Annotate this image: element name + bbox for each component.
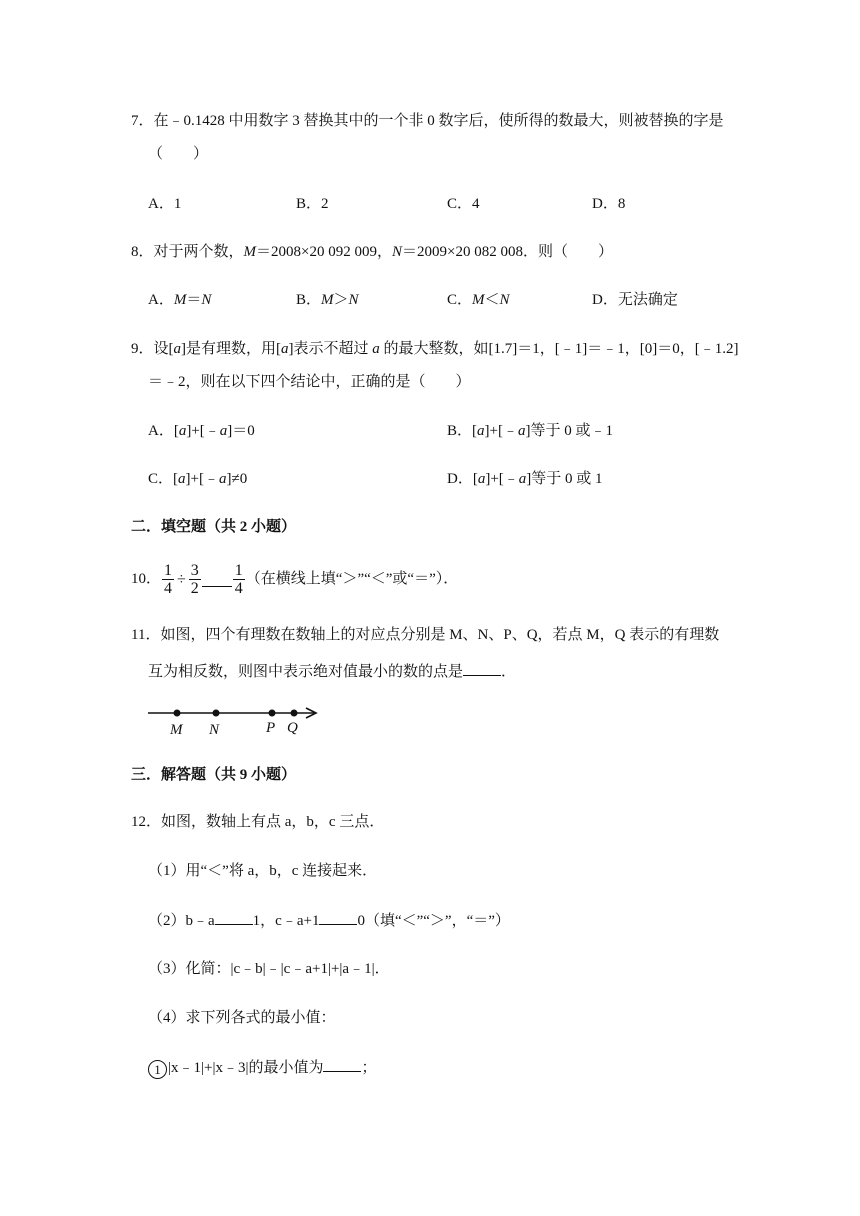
q7-option-a: A．1: [148, 196, 182, 212]
q10-answer-blank[interactable]: [202, 572, 232, 587]
point-p-dot: [269, 710, 276, 717]
point-q-label: Q: [287, 720, 298, 736]
q11-line2: 互为相反数，则图中表示绝对值最小的数的点是 ．: [148, 661, 516, 682]
q9-line1: 9．设[a]是有理数，用[a]表示不超过 a 的最大整数，如[1.7]＝1，[﹣1]＝﹣1，[0]＝0，[﹣1.2]: [131, 341, 739, 357]
q12-sub4: （4）求下列各式的最小值：: [148, 1010, 336, 1026]
point-m-label: M: [170, 722, 183, 738]
circled-number-1: 1: [148, 1060, 167, 1079]
q11-answer-blank[interactable]: [463, 661, 501, 676]
q7-option-c: C．4: [447, 196, 480, 212]
q12-blank-3[interactable]: [323, 1057, 361, 1072]
q7-stem: 在﹣0.1428 中用数字 3 替换其中的一个非 0 数字后，使所得的数最大，则被替换的字是: [153, 113, 724, 129]
section-3-title: 三．解答题（共 9 小题）: [131, 767, 297, 783]
q12-blank-2[interactable]: [319, 910, 357, 925]
point-p-label: P: [266, 720, 276, 736]
q8-line1: 8．对于两个数，M＝2008×20 092 009，N＝2009×20 082 008．则（ ）: [131, 244, 613, 260]
q10-fraction-2: $\frac{3}{2}$: [190, 562, 199, 598]
q9-line2: ＝﹣2，则在以下四个结论中，正确的是（ ）: [148, 374, 471, 390]
q8-option-a: A．M＝N: [148, 292, 212, 308]
point-n-label: N: [209, 722, 220, 738]
q9-option-c: C．[a]+[﹣a]≠0: [148, 471, 248, 487]
q9-option-a: A．[a]+[﹣a]＝0: [148, 423, 255, 439]
q7-line1: [131, 111, 724, 131]
q9-option-b: B．[a]+[﹣a]等于 0 或﹣1: [447, 423, 613, 439]
q10-fraction-3: $\frac{1}{4}$: [234, 562, 243, 598]
q10-fraction-1: $\frac{1}{4}$: [164, 562, 173, 598]
q9-option-d: D．[a]+[﹣a]等于 0 或 1: [447, 471, 603, 487]
q8-option-d: D．无法确定: [592, 292, 678, 308]
q12-item1: 1 |x﹣1|+|x﹣3|的最小值为 ；: [148, 1057, 377, 1079]
q11-line1: 11．如图，四个有理数在数轴上的对应点分别是 M、N、P、Q，若点 M，Q 表示的有理数: [131, 627, 720, 643]
q7-option-b: B．2: [296, 196, 329, 212]
point-q-dot: [291, 710, 298, 717]
q7-number: 7．: [131, 113, 154, 129]
q8-option-c: C．M＜N: [447, 292, 510, 308]
q12-sub1: （1）用“＜”将 a，b，c 连接起来．: [148, 863, 378, 879]
q11-number-line: [146, 700, 324, 742]
q12-sub2: （2）b﹣a 1，c﹣a+1 0（填“＜”“＞”，“＝”）: [148, 910, 510, 931]
q12-sub3: （3）化简：|c﹣b|﹣|c﹣a+1|+|a﹣1|．: [148, 961, 390, 977]
point-n-dot: [213, 710, 220, 717]
q10-line: 10． $\frac{1}{4}$ ÷ $\frac{3}{2}$ $\frac{1}{4}$ （在横线上填“＞”“＜”或“＝”）．: [131, 562, 459, 598]
section-2-title: 二．填空题（共 2 小题）: [131, 519, 297, 535]
q12-blank-1[interactable]: [215, 910, 253, 925]
q7-paren: （ ）: [148, 146, 209, 162]
point-m-dot: [174, 710, 181, 717]
q8-option-b: B．M＞N: [296, 292, 359, 308]
q7-option-d: D．8: [592, 196, 626, 212]
q12-stem: 12．如图，数轴上有点 a，b，c 三点．: [131, 814, 385, 830]
